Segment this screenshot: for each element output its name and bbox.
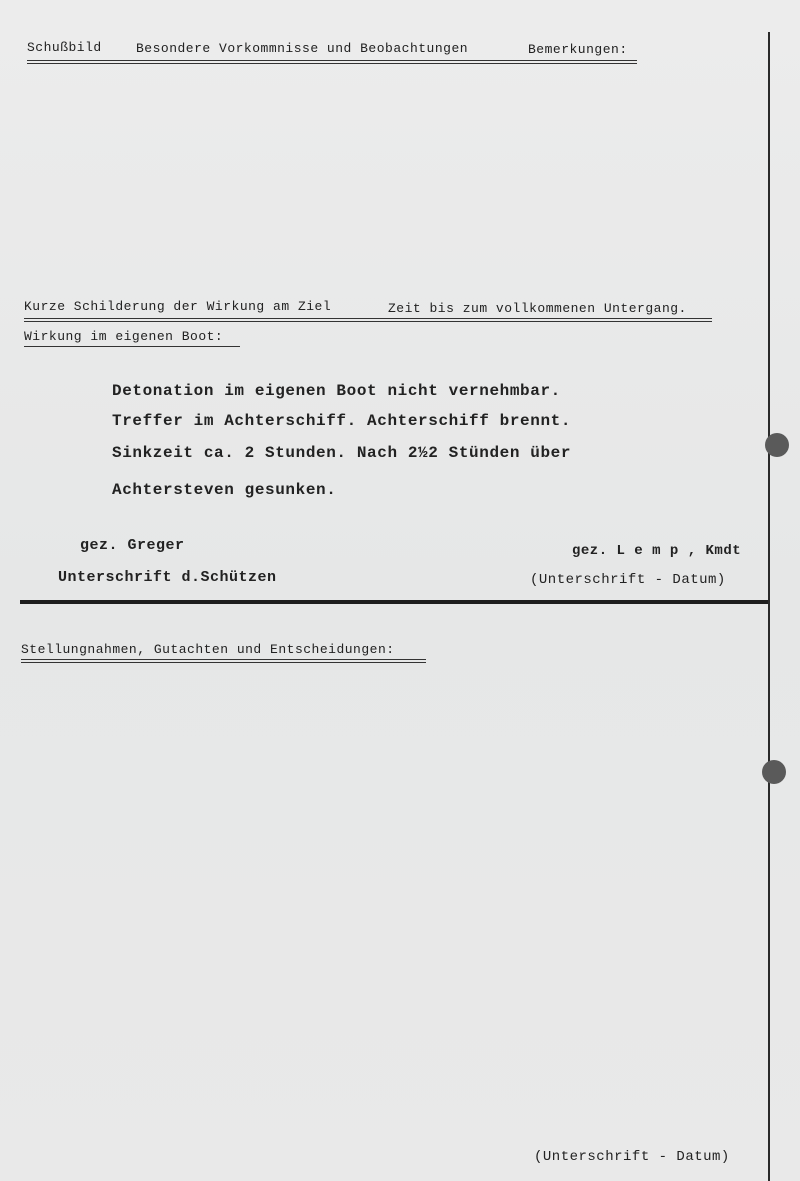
- signature-left-name: gez. Greger: [80, 537, 185, 554]
- label-besondere-vorkommnisse: Besondere Vorkommnisse und Beobachtungen: [136, 41, 469, 56]
- schilderung-underline: [24, 318, 712, 319]
- section-divider-rule: [20, 600, 768, 604]
- label-zeit-untergang: Zeit bis zum vollkommenen Untergang.: [388, 301, 687, 316]
- report-line-1: Detonation im eigenen Boot nicht vernehmbar.: [112, 382, 561, 400]
- stellungnahmen-underline: [21, 659, 426, 660]
- schilderung-underline-2: [24, 321, 712, 322]
- signature-right-name: gez. L e m p , Kmdt: [572, 543, 742, 559]
- signature-left-label: Unterschrift d.Schützen: [58, 569, 277, 586]
- label-schussbild: Schußbild: [27, 40, 102, 55]
- wirkung-underline: [24, 346, 240, 347]
- report-line-3: Sinkzeit ca. 2 Stunden. Nach 2½2 Stünden über: [112, 444, 572, 462]
- signature-right-label: (Unterschrift - Datum): [530, 572, 726, 588]
- punch-hole-lower: [762, 760, 786, 784]
- punch-hole-upper: [765, 433, 789, 457]
- report-line-4: Achtersteven gesunken.: [112, 481, 337, 499]
- right-margin-line: [768, 32, 770, 1181]
- report-line-2: Treffer im Achterschiff. Achterschiff brennt.: [112, 412, 572, 430]
- label-bemerkungen: Bemerkungen:: [528, 42, 628, 57]
- label-stellungnahmen: Stellungnahmen, Gutachten und Entscheidungen:: [21, 642, 395, 657]
- footer-signature-label: (Unterschrift - Datum): [534, 1149, 730, 1165]
- stellungnahmen-underline-2: [21, 662, 426, 663]
- label-kurze-schilderung: Kurze Schilderung der Wirkung am Ziel: [24, 299, 332, 314]
- header-underline-2: [27, 63, 637, 64]
- header-underline: [27, 60, 637, 61]
- label-wirkung-eigenes-boot: Wirkung im eigenen Boot:: [24, 329, 224, 344]
